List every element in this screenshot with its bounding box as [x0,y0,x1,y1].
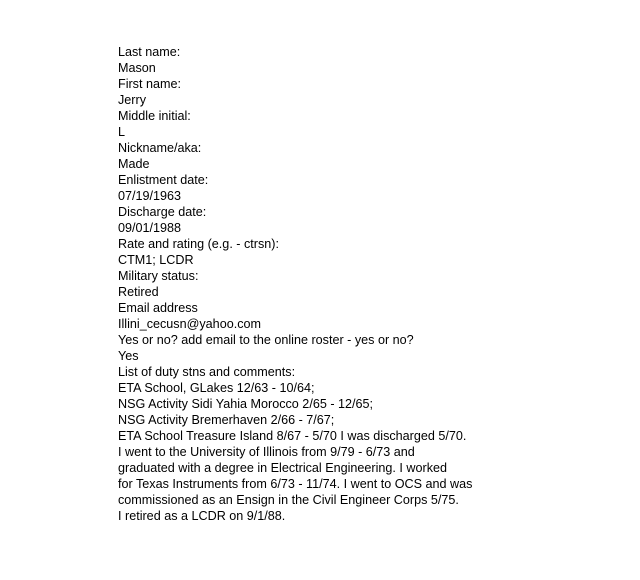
comment-line: I went to the University of Illinois from 9/79 - 6/73 and [118,445,415,459]
comment-line: for Texas Instruments from 6/73 - 11/74. I went to OCS and was [118,477,473,491]
comment-line: NSG Activity Bremerhaven 2/66 - 7/67; [118,413,335,427]
comment-line: commissioned as an Ensign in the Civil Engineer Corps 5/75. [118,493,459,507]
rate-rating-value: CTM1; LCDR [118,253,194,267]
comment-line: I retired as a LCDR on 9/1/88. [118,509,286,523]
nickname-value: Made [118,157,150,171]
first-name-value: Jerry [118,93,146,107]
duty-stations-label: List of duty stns and comments: [118,365,296,379]
discharge-date-value: 09/01/1988 [118,221,182,235]
military-status-label: Military status: [118,269,199,283]
email-value: Illini_cecusn@yahoo.com [118,317,261,331]
duty-stations-comments [118,380,618,524]
roster-question-label: Yes or no? add email to the online roster - yes or no? [118,333,414,347]
comment-line: ETA School Treasure Island 8/67 - 5/70 I was discharged 5/70. [118,429,467,443]
last-name-value: Mason [118,61,156,75]
enlistment-date-label: Enlistment date: [118,173,209,187]
roster-answer-value: Yes [118,349,139,363]
comment-line: ETA School, GLakes 12/63 - 10/64; [118,381,315,395]
rate-rating-label: Rate and rating (e.g. - ctrsn): [118,237,279,251]
middle-initial-label: Middle initial: [118,109,191,123]
comment-line: NSG Activity Sidi Yahia Morocco 2/65 - 12/65; [118,397,374,411]
discharge-date-label: Discharge date: [118,205,207,219]
enlistment-date-value: 07/19/1963 [118,189,182,203]
member-record [118,44,618,524]
email-label: Email address [118,301,198,315]
last-name-label: Last name: [118,45,181,59]
first-name-label: First name: [118,77,181,91]
comment-line: graduated with a degree in Electrical Engineering. I worked [118,461,448,475]
middle-initial-value: L [118,125,126,139]
nickname-label: Nickname/aka: [118,141,202,155]
military-status-value: Retired [118,285,159,299]
